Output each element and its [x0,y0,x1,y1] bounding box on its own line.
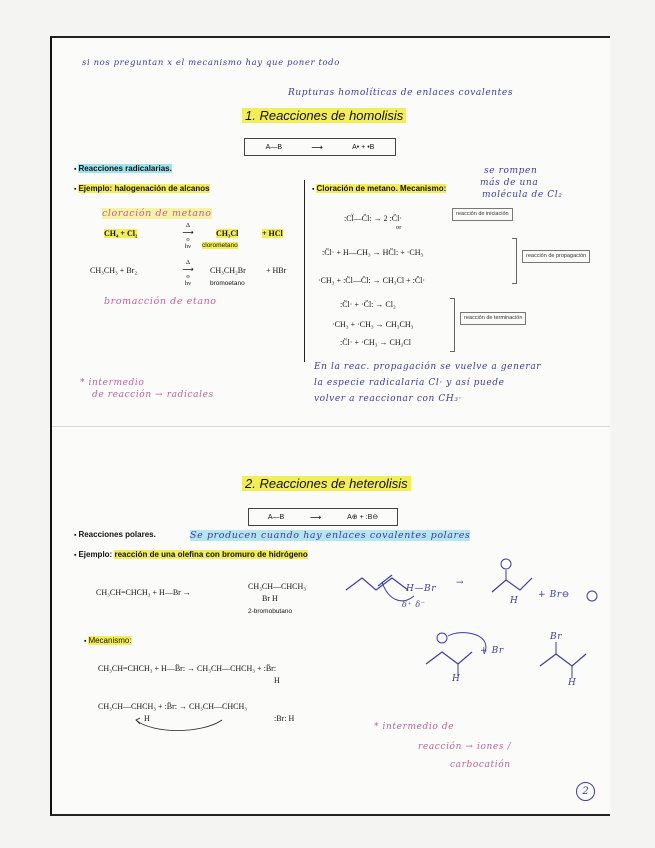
arrow-or: o [186,273,190,280]
box-left-text: A—B [267,513,285,521]
intermedio-iones-line2: reacción → iones / [418,742,512,752]
bullet-halogenacion: ▪ Ejemplo: halogenación de alcanos [74,184,210,193]
bullet-polares: ▪ Reacciones polares. [74,530,156,539]
mech-step-1: CH₃CH=CHCH₃ + H—B̈r: → CH₃CH—CHCH₃ + :B̈r: [98,664,277,673]
mech-termination-2: ·CH₃ + ·CH₃ → CH₃CH₃ [332,320,414,329]
polares-handwritten-note: Se producen cuando hay enlaces covalentes polares [190,530,471,541]
sketch-h-3: H [568,678,577,688]
se-rompen-line2: más de una [480,178,539,188]
tag-terminacion: reacción de terminación [460,312,526,325]
propagation-note-line1: En la reac. propagación se vuelve a generar [314,362,542,372]
box-right-text: A• + •B [352,143,375,151]
homolisis-scheme-box [244,138,396,156]
top-handwritten-note: si nos preguntan x el mecanismo hay que poner todo [82,58,340,68]
intermedio-radicales-line1: * intermedio [80,378,145,388]
se-rompen-line1: se rompen [484,166,538,176]
propagation-note-line3: volver a reaccionar con CH₃· [314,394,462,404]
mech-step-2-sub-left: H [144,714,150,723]
reaction-arrow-icon: ⟶ [182,228,194,237]
sketch-plus-br: + Br [480,646,504,656]
intermedio-iones-line1: * intermedio de [374,722,455,732]
rxn1-product-name: clorometano [202,242,238,249]
intermedio-iones-line3: carbocatión [450,760,511,770]
sketch-br-minus: + Br⊖ [538,590,570,600]
mech-propagation-1: :C̈l· + H—CH₃ → HC̈l: + ·CH₃ [322,248,424,257]
rxn2-byproduct: + HBr [266,266,287,275]
rxn2-product: CH₃CH₂Br [210,266,246,275]
rxn1-reactants: CH₄ + Cl₂ [104,229,138,238]
rxn1-byproduct: + HCl [262,229,283,238]
box-right-text: A⊕ + :B⊖ [347,514,379,521]
olefin-rxn-product-sub: Br H [262,594,278,603]
bullet-olefina: ▪ Ejemplo: reacción de una olefina con bromuro de hidrógeno [74,550,308,559]
bromacion-handwritten-label: bromacción de etano [104,296,217,307]
rxn1-product: CH₃Cl [216,229,239,238]
bullet-radicalarias: ▪ Reacciones radicalarias. [74,164,172,173]
arrow-hv: hν [184,243,192,250]
box-arrow-icon: ⟶ [311,142,323,152]
mech-step-2: CH₃CH—CHCH₃ + :B̈r: → CH₃CH—CHCH₃ [98,702,248,711]
mech-curved-arrow [122,714,232,734]
arrow-hv: hν [184,280,192,287]
tag-propagacion: reacción de propagación [522,250,590,263]
rxn2-product-name: bromoetano [210,280,245,287]
section1-title: 1. Reacciones de homolisis [242,108,406,123]
mechanism-title: ▪ Cloración de metano. Mecanismo: [312,184,446,193]
rxn1-arrow [174,222,202,250]
sketch-delta: δ⁺ δ⁻ [402,600,426,609]
tag-iniciacion: reacción de iniciación [452,208,513,221]
mecanismo-label: ▪ Mecanismo: [84,636,132,645]
arrow-delta: Δ [185,259,191,266]
rxn2-reactants: CH₃CH₃ + Br₂ [90,266,138,275]
termination-brace [450,298,455,352]
mech-step-2-sub-right: :Br: H [274,714,295,723]
sketch-arrow: → [456,578,465,588]
propagation-brace [512,238,517,284]
mechanism-column-divider [304,180,305,362]
reaction-arrow-icon: ⟶ [182,265,194,274]
sketch-h-2: H [452,674,461,684]
mech-termination-1: :C̈l· + ·C̈l: → Cl₂ [340,300,396,309]
page-number: 2 [576,782,595,801]
box-left-text: A—B [265,143,282,151]
sketch-br-top: Br [550,632,563,642]
mech-propagation-2: ·CH₃ + :C̈l—C̈l: → CH₃Cl + :C̈l· [318,276,426,285]
arrow-delta: Δ [185,222,191,229]
se-rompen-line3: molécula de Cl₂ [482,190,563,200]
notebook-page [50,36,610,816]
cloracion-handwritten-label: cloración de metano [102,208,212,219]
heterolisis-scheme-box [248,508,398,526]
olefin-rxn-product-name: 2-bromobutano [248,608,293,615]
olefin-rxn-left: CH₃CH=CHCH₃ + H—Br → [96,588,191,597]
section2-title: 2. Reacciones de heterolisis [242,476,411,491]
section-divider [52,426,610,427]
olefin-rxn-product: CH₃CH—CHCH₃ [248,582,307,591]
mech-termination-3: :C̈l· + ·CH₃ → CH₃Cl [340,338,411,347]
mech-init-or: or [396,224,402,231]
sketch-hbr: H—Br [406,584,437,594]
skeletal-sketch-2 [422,626,592,688]
mech-step-1-sub: H [274,676,280,685]
sketch-h-1: H [510,596,519,606]
handwritten-subtitle: Rupturas homolíticas de enlaces covalentes [288,88,514,98]
propagation-note-line2: la especie radicalaria Cl· y así puede [314,378,505,388]
box-arrow-icon: ⟶ [309,512,322,522]
mech-initiation: :Cl̈—C̈l: → 2 :C̈l· [344,214,403,223]
intermedio-radicales-line2: de reacción → radicales [92,390,214,400]
rxn2-arrow [174,259,202,287]
arrow-or: o [186,236,190,243]
